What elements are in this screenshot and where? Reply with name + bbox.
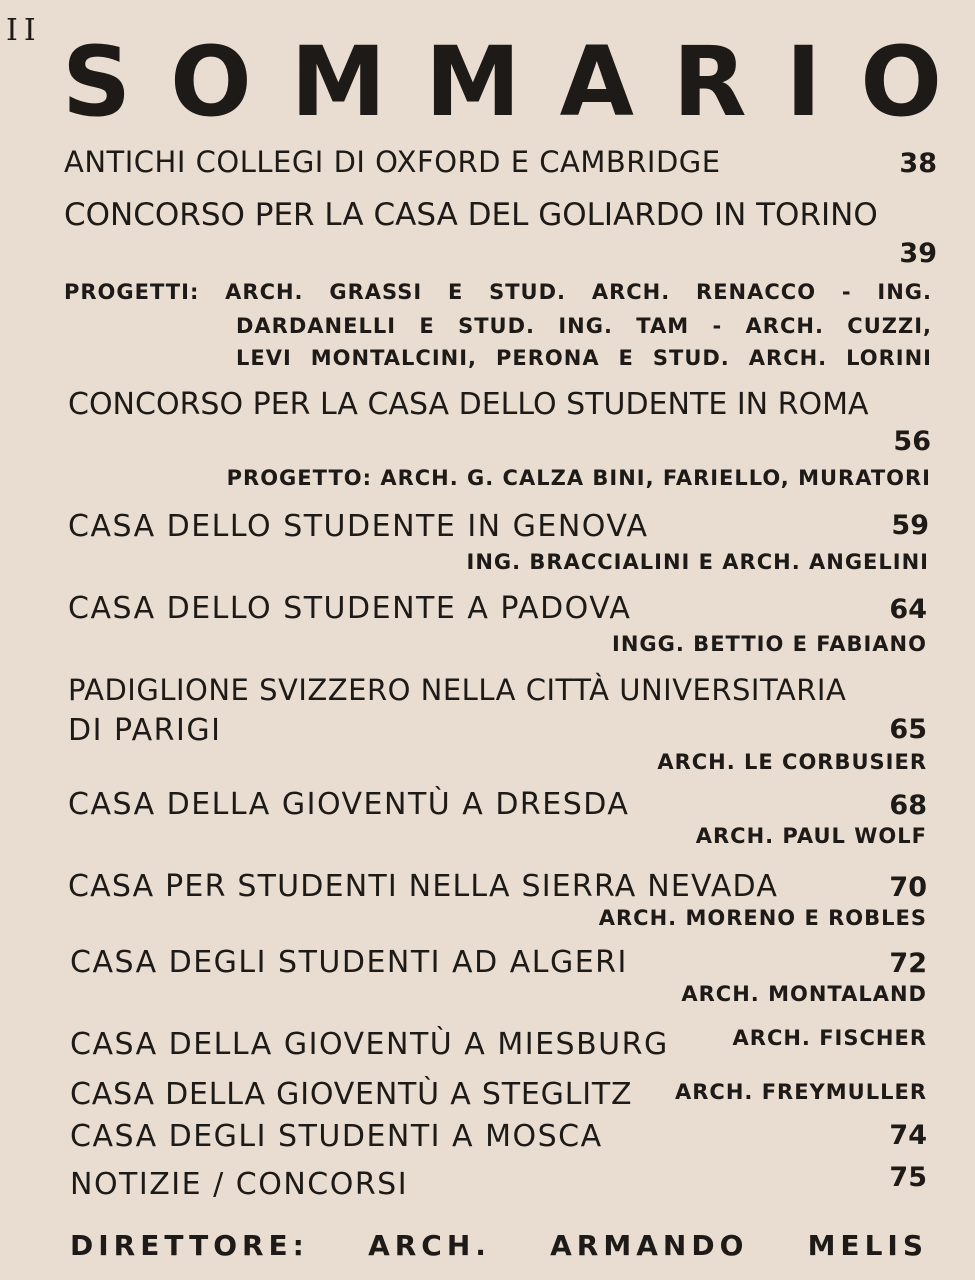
toc-entry-page: 56 [893,426,931,457]
toc-entry-title: CONCORSO PER LA CASA DELLO STUDENTE IN ROMA [68,387,869,422]
toc-entry-authors: ARCH. FREYMULLER [675,1080,927,1104]
title-letter: A [559,26,634,138]
editor-credit: DIRETTORE: ARCH. ARMANDO MELIS [70,1229,928,1262]
toc-entry-page: 75 [889,1162,927,1193]
toc-entry-page: 74 [889,1120,927,1151]
toc-entry-page: 68 [889,790,927,821]
toc-entry-title: DI PARIGI [68,713,222,748]
page-number: II [6,13,42,48]
toc-entry-title: CASA DEGLI STUDENTI A MOSCA [70,1119,603,1154]
toc-entry-authors: ARCH. PAUL WOLF [695,824,927,848]
toc-entry-title: CASA DELLO STUDENTE IN GENOVA [68,509,649,544]
toc-entry-title: CASA DELLA GIOVENTÙ A DRESDA [68,787,630,822]
toc-entry-title: CASA DELLO STUDENTE A PADOVA [68,591,632,626]
title-letter: S [62,26,132,138]
title-letter: R [672,26,747,138]
toc-entry-title: PADIGLIONE SVIZZERO NELLA CITTÀ UNIVERSITARIA [68,673,847,707]
toc-entry-authors: DARDANELLI E STUD. ING. TAM - ARCH. CUZZI, [236,314,932,338]
toc-entry-authors: PROGETTO: ARCH. G. CALZA BINI, FARIELLO, MURATORI [226,466,931,490]
toc-entry-title: NOTIZIE / CONCORSI [70,1167,409,1202]
toc-entry-page: 38 [899,148,937,179]
toc-entry-authors: LEVI MONTALCINI, PERONA E STUD. ARCH. LORINI [236,346,932,370]
toc-entry-authors: ARCH. FISCHER [732,1026,927,1050]
toc-entry-title: CASA PER STUDENTI NELLA SIERRA NEVADA [68,869,779,904]
title-letter: O [860,26,942,138]
toc-entry-page: 65 [889,714,927,745]
title-letter: M [425,26,521,138]
toc-entry-authors: ARCH. MORENO E ROBLES [598,906,927,930]
toc-entry-authors: PROGETTI: ARCH. GRASSI E STUD. ARCH. RENACCO - ING. [64,280,932,304]
title-letter: O [170,26,252,138]
toc-entry-page: 59 [891,510,929,541]
title-letter: M [290,26,387,138]
toc-entry-page: 64 [889,594,927,625]
toc-entry-title: CASA DEGLI STUDENTI AD ALGERI [70,945,628,980]
toc-entry-title: ANTICHI COLLEGI DI OXFORD E CAMBRIDGE [64,145,721,179]
toc-entry-page: 72 [889,948,927,979]
toc-entry-authors: ARCH. MONTALAND [681,982,927,1006]
title-letter: I [785,26,822,138]
page-title [62,26,942,138]
toc-entry-authors: ING. BRACCIALINI E ARCH. ANGELINI [466,550,929,574]
toc-entry-page: 39 [899,238,937,269]
toc-entry-title: CONCORSO PER LA CASA DEL GOLIARDO IN TORINO [64,197,878,233]
toc-entry-title: CASA DELLA GIOVENTÙ A STEGLITZ [70,1077,633,1112]
toc-entry-page: 70 [889,872,927,903]
toc-entry-authors: ARCH. LE CORBUSIER [657,750,927,774]
toc-entry-authors: INGG. BETTIO E FABIANO [612,632,927,656]
toc-entry-title: CASA DELLA GIOVENTÙ A MIESBURG [70,1027,669,1062]
